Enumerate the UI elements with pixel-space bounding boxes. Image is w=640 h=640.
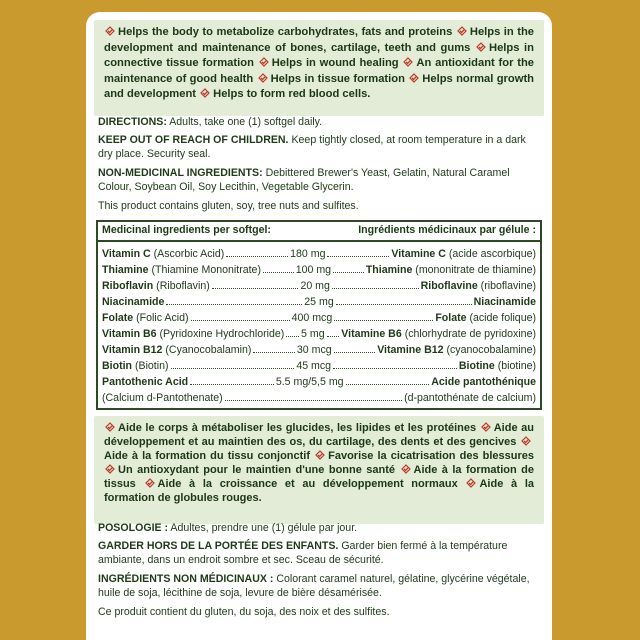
ingredient-english: [102, 374, 188, 390]
ingredient-name-en: Niacinamide: [102, 296, 165, 308]
ingredient-name-fr: Vitamine C: [391, 248, 446, 260]
ingredient-french: [421, 278, 536, 294]
ingredient-french: [404, 390, 536, 406]
ingredient-english: [102, 342, 251, 358]
check-diamond-icon: [105, 464, 115, 474]
benefit-item: Aide à la formation du tissu conjonctif: [104, 450, 311, 462]
ingredient-name-en: Vitamin C: [102, 248, 151, 260]
check-diamond-icon: [409, 73, 419, 83]
dot-leader: [334, 309, 433, 321]
ingredient-name-fr: Riboflavine: [420, 280, 478, 292]
table-header: [98, 222, 540, 242]
dot-leader: [334, 341, 376, 353]
ingredient-english: [102, 310, 189, 326]
ingredient-source-en: (Folic Acid): [136, 312, 189, 324]
keep-out-section: [98, 134, 540, 161]
ingredient-source-fr: (biotine): [497, 360, 537, 372]
ingredient-source-en: (Pyridoxine Hydrochloride): [159, 328, 285, 340]
ingredient-row: [102, 245, 536, 261]
dot-leader: [286, 325, 299, 337]
dot-leader: [332, 277, 419, 289]
ingredient-french: [435, 310, 536, 326]
check-diamond-icon: [521, 436, 531, 446]
posologie-section: [98, 522, 540, 536]
allergens-french: Ce produit contient du gluten, du soja, des noix et des sulfites.: [98, 606, 390, 618]
ingredient-name-fr: Thiamine: [365, 264, 413, 276]
ingredient-french: [459, 358, 536, 374]
posologie-text: Adultes, prendre une (1) gélule par jour.: [170, 522, 358, 534]
benefit-item: Aide à la formation de tissus: [104, 464, 534, 490]
ingredient-name-fr: Folate: [435, 312, 467, 324]
directions-label: DIRECTIONS:: [98, 116, 167, 128]
ingredient-english: [102, 390, 223, 406]
ingredient-french: [431, 374, 536, 390]
ingredient-name-fr: Acide pantothénique: [431, 376, 536, 388]
ingredient-source-en: (Biotin): [134, 360, 169, 372]
ingredient-row: [102, 389, 536, 405]
ingredient-name-en: Thiamine: [102, 264, 149, 276]
ingredient-source-en: (Thiamine Mononitrate): [151, 264, 261, 276]
ingredient-amount: 180 mg: [290, 248, 326, 260]
benefit-item: Un antioxydant pour le maintien d'une bonne santé: [118, 464, 396, 476]
ingredient-english: [102, 358, 169, 374]
dot-leader: [253, 341, 295, 353]
ingredient-amount: 45 mcg: [296, 360, 332, 372]
benefit-item: Helps in tissue formation: [270, 72, 405, 85]
keep-out-text: Keep tightly closed, at room temperature in a dark dry place. Security seal.: [98, 134, 526, 160]
ingredient-amount: 25 mg: [304, 296, 334, 308]
ingredient-french: [341, 326, 536, 342]
dot-leader: [263, 261, 294, 273]
keep-out-label: KEEP OUT OF REACH OF CHILDREN.: [98, 134, 289, 146]
ingredient-name-fr: Vitamine B6: [341, 328, 402, 340]
benefit-item: Helps normal growth and development: [104, 72, 535, 100]
check-diamond-icon: [476, 42, 486, 52]
garder-label: GARDER HORS DE LA PORTÉE DES ENFANTS.: [98, 540, 339, 552]
ingredient-english: [102, 262, 261, 278]
table-header-french: Ingrédients médicinaux par gélule :: [358, 224, 536, 236]
ingredient-source-en: (Ascorbic Acid): [153, 248, 225, 260]
check-diamond-icon: [105, 422, 115, 432]
check-diamond-icon: [258, 73, 268, 83]
ingredient-source-fr: (acide folique): [469, 312, 537, 324]
dot-leader: [226, 245, 288, 257]
ingredient-amount: 30 mcg: [296, 344, 332, 356]
dot-leader: [171, 357, 295, 369]
ingredient-name-fr: Niacinamide: [473, 296, 537, 308]
ingredient-english: [102, 278, 210, 294]
ingredient-row: [102, 293, 536, 309]
dot-leader: [191, 309, 290, 321]
ingredient-amount: 5.5 mg/5,5 mg: [275, 376, 344, 388]
ingredient-french: [366, 262, 536, 278]
ingredient-french: [391, 246, 536, 262]
benefit-item: Aide à la formation de globules rouges.: [104, 478, 534, 504]
check-diamond-icon: [481, 422, 491, 432]
check-diamond-icon: [403, 57, 413, 67]
medicinal-ingredients-table: [96, 220, 542, 410]
non-medicinal-fr-label: INGRÉDIENTS NON MÉDICINAUX :: [98, 573, 274, 585]
benefits-english: [94, 20, 544, 116]
non-medicinal-section: [98, 167, 540, 194]
ingredient-french: [377, 342, 536, 358]
ingredient-source-fr: (d-pantothénate de calcium): [404, 392, 536, 404]
benefit-item: Aide à la croissance et au développement normaux: [157, 478, 458, 490]
ingredient-name-en: Riboflavin: [102, 280, 154, 292]
non-medicinal-text: Debittered Brewer's Yeast, Gelatin, Natural Caramel Colour, Soybean Oil, Soy Lecithin, Vegetable Glycerin.: [98, 167, 510, 193]
ingredient-name-en: Folate: [102, 312, 134, 324]
check-diamond-icon: [259, 57, 269, 67]
ingredient-english: [102, 246, 224, 262]
dot-leader: [225, 389, 402, 401]
non-medicinal-fr-section: [98, 573, 540, 600]
garder-text: Garder bien fermé à la température ambiante, dans un endroit sombre et sec. Sceau de sécurité.: [98, 540, 508, 566]
check-diamond-icon: [145, 478, 155, 488]
ingredient-amount: 5 mg: [301, 328, 325, 340]
ingredient-source-en: (Riboflavin): [156, 280, 210, 292]
table-rows: [98, 242, 540, 405]
dot-leader: [333, 357, 457, 369]
dot-leader: [190, 373, 274, 385]
ingredient-amount: 400 mcg: [291, 312, 333, 324]
check-diamond-icon: [105, 26, 115, 36]
benefit-item: Helps in connective tissue formation: [104, 41, 535, 69]
benefit-item: Helps in the development and maintenance of bones, cartilage, teeth and gums: [104, 26, 535, 54]
ingredient-name-en: Vitamin B6: [102, 328, 157, 340]
ingredient-english: [102, 326, 284, 342]
ingredient-name-fr: Vitamine B12: [377, 344, 444, 356]
dot-leader: [327, 325, 340, 337]
allergens-english: This product contains gluten, soy, tree nuts and sulfites.: [98, 200, 359, 212]
non-medicinal-label: NON-MEDICINAL INGREDIENTS:: [98, 167, 263, 179]
ingredient-source-fr: (mononitrate de thiamine): [415, 264, 537, 276]
ingredient-amount: 100 mg: [295, 264, 332, 276]
ingredient-row: [102, 373, 536, 389]
check-diamond-icon: [401, 464, 411, 474]
check-diamond-icon: [457, 26, 467, 36]
ingredient-name-en: Biotin: [102, 360, 133, 372]
ingredient-name-en: Pantothenic Acid: [102, 376, 189, 388]
directions-section: [98, 116, 540, 130]
directions-text: Adults, take one (1) softgel daily.: [169, 116, 323, 128]
ingredient-source-fr: (riboflavine): [480, 280, 537, 292]
ingredient-row: [102, 341, 536, 357]
ingredient-row: [102, 277, 536, 293]
dot-leader: [327, 245, 389, 257]
ingredient-source-fr: (acide ascorbique): [448, 248, 537, 260]
ingredient-row: [102, 309, 536, 325]
benefit-item: An antioxidant for the maintenance of good health: [104, 57, 535, 85]
benefit-item: Aide le corps à métaboliser les glucides, les lipides et les protéines: [118, 422, 477, 434]
benefit-item: Helps the body to metabolize carbohydrates, fats and proteins: [118, 26, 453, 38]
ingredient-source-en: (Calcium d-Pantothenate): [102, 392, 223, 404]
check-diamond-icon: [200, 88, 210, 98]
check-diamond-icon: [315, 450, 325, 460]
dot-leader: [336, 293, 472, 305]
ingredient-row: [102, 325, 536, 341]
posologie-label: POSOLOGIE :: [98, 522, 169, 534]
benefit-item: Helps to form red blood cells.: [213, 88, 371, 100]
ingredient-amount: 20 mg: [300, 280, 330, 292]
dot-leader: [212, 277, 299, 289]
non-medicinal-fr-text: Colorant caramel naturel, gélatine, glycérine végétale, huile de soja, lécithine de soja, levure de bière désamérisée.: [98, 573, 530, 599]
ingredient-english: [102, 294, 164, 310]
ingredient-source-fr: (chlorhydrate de pyridoxine): [404, 328, 536, 340]
ingredient-source-en: (Cyanocobalamin): [165, 344, 252, 356]
benefits-french: [94, 416, 544, 524]
product-label: [86, 12, 552, 640]
ingredient-name-en: Vitamin B12: [102, 344, 163, 356]
dot-leader: [346, 373, 430, 385]
check-diamond-icon: [466, 478, 476, 488]
ingredient-row: [102, 261, 536, 277]
benefit-item: Aide au développement et au maintien des os, du cartilage, des dents et des gencives: [104, 422, 535, 448]
benefit-item: Helps in wound healing: [271, 57, 399, 69]
benefit-item: Favorise la cicatrisation des blessures: [328, 450, 535, 462]
dot-leader: [333, 261, 364, 273]
ingredient-french: [474, 294, 536, 310]
dot-leader: [166, 293, 302, 305]
ingredient-name-fr: Biotine: [458, 360, 495, 372]
garder-section: [98, 540, 540, 567]
ingredient-row: [102, 357, 536, 373]
ingredient-source-fr: (cyanocobalamine): [446, 344, 536, 356]
table-header-english: Medicinal ingredients per softgel:: [102, 224, 271, 236]
